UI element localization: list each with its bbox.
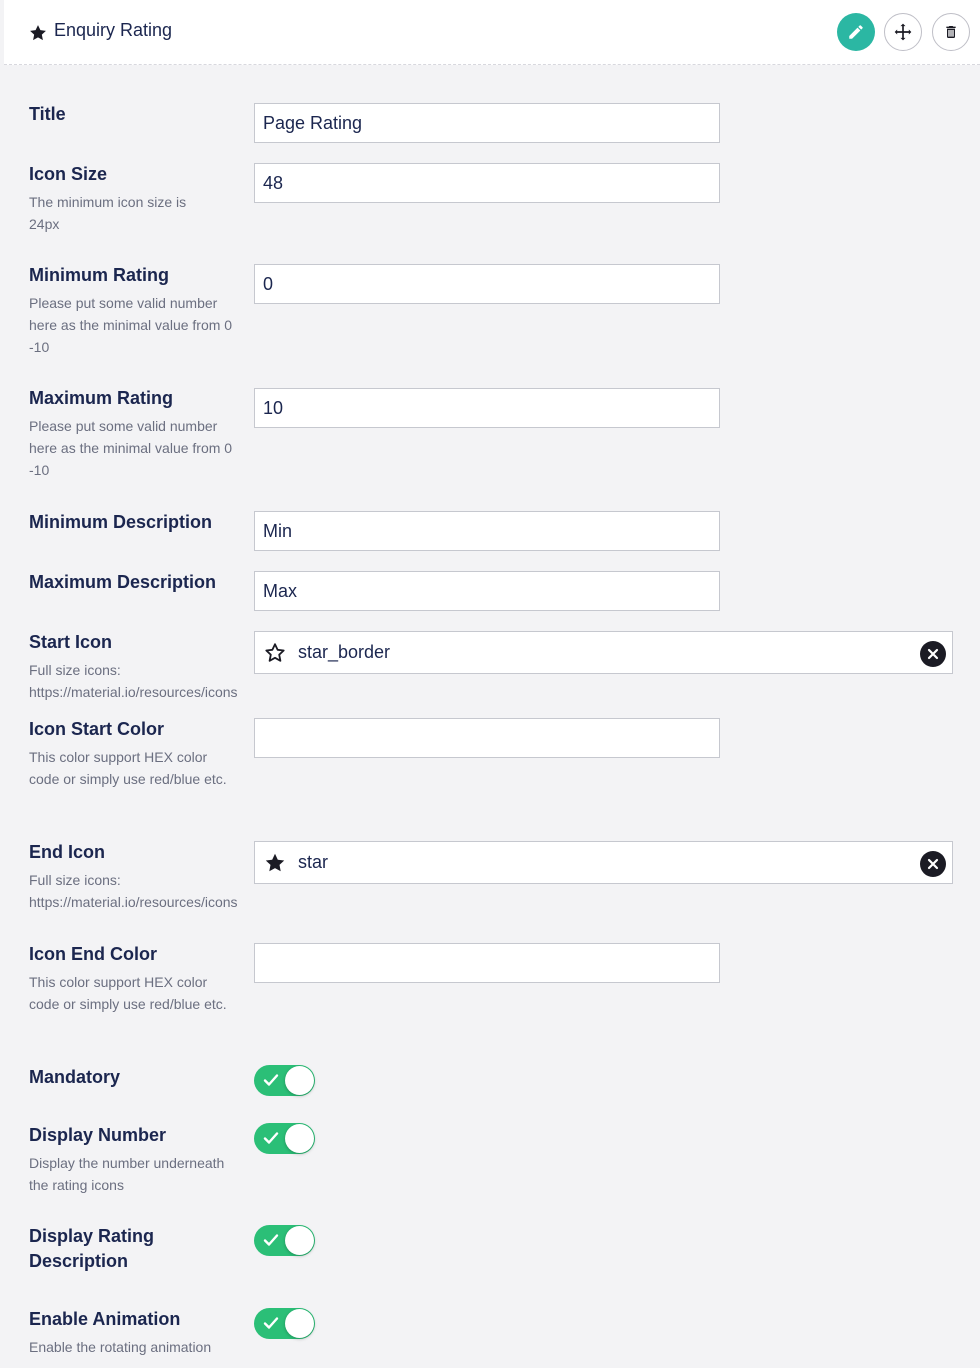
min-rating-label: Minimum Rating bbox=[29, 265, 169, 285]
delete-button[interactable] bbox=[932, 13, 970, 51]
min-rating-input[interactable]: 0 bbox=[254, 264, 720, 304]
start-color-row bbox=[29, 717, 239, 790]
max-desc-row bbox=[29, 570, 249, 595]
star-border-icon bbox=[263, 641, 287, 665]
icon-size-input[interactable]: 48 bbox=[254, 163, 720, 203]
star-icon bbox=[263, 851, 287, 875]
enable-anim-label: Enable Animation bbox=[29, 1309, 181, 1329]
title-input[interactable]: Page Rating bbox=[254, 103, 720, 143]
end-color-row bbox=[29, 942, 239, 1015]
max-desc-input[interactable]: Max bbox=[254, 571, 720, 611]
mandatory-row bbox=[29, 1065, 239, 1090]
enable-anim-toggle[interactable] bbox=[254, 1308, 315, 1339]
widget-header bbox=[4, 0, 980, 65]
start-color-input[interactable] bbox=[254, 718, 720, 758]
end-color-input[interactable] bbox=[254, 943, 720, 983]
display-desc-row bbox=[29, 1224, 189, 1274]
close-icon bbox=[927, 858, 939, 870]
end-color-help: This color support HEX color code or simply use red/blue etc. bbox=[29, 974, 227, 1012]
end-icon-value: star bbox=[298, 852, 329, 872]
display-number-help: Display the number underneath the rating icons bbox=[29, 1155, 225, 1193]
move-icon bbox=[893, 22, 913, 42]
toggle-knob bbox=[285, 1124, 314, 1153]
display-desc-toggle[interactable] bbox=[254, 1225, 315, 1256]
max-rating-label: Maximum Rating bbox=[29, 388, 174, 408]
widget-title: Enquiry Rating bbox=[54, 20, 173, 40]
mandatory-label: Mandatory bbox=[29, 1067, 121, 1087]
enable-anim-help: Enable the rotating animation bbox=[29, 1339, 212, 1355]
start-color-help: This color support HEX color code or simply use red/blue etc. bbox=[29, 749, 227, 787]
end-icon-select[interactable] bbox=[254, 841, 953, 884]
toggle-knob bbox=[285, 1066, 314, 1095]
mandatory-toggle[interactable] bbox=[254, 1065, 315, 1096]
min-desc-label: Minimum Description bbox=[29, 512, 213, 532]
end-icon-help: Full size icons: https://material.io/resources/icons bbox=[29, 872, 238, 910]
enable-anim-row bbox=[29, 1307, 244, 1358]
display-number-toggle[interactable] bbox=[254, 1123, 315, 1154]
min-rating-help: Please put some valid number here as the minimal value from 0 -10 bbox=[29, 295, 233, 355]
start-icon-label: Start Icon bbox=[29, 632, 113, 652]
move-button[interactable] bbox=[884, 13, 922, 51]
min-rating-row bbox=[29, 263, 239, 358]
title-field-row bbox=[29, 102, 239, 127]
pencil-icon bbox=[847, 23, 865, 41]
check-icon bbox=[263, 1073, 279, 1087]
end-color-label: Icon End Color bbox=[29, 944, 157, 964]
check-icon bbox=[263, 1316, 279, 1330]
max-rating-row bbox=[29, 386, 239, 481]
end-icon-label: End Icon bbox=[29, 842, 105, 862]
start-icon-value: star_border bbox=[298, 642, 391, 662]
check-icon bbox=[263, 1131, 279, 1145]
toggle-knob bbox=[285, 1226, 314, 1255]
min-desc-input[interactable]: Min bbox=[254, 511, 720, 551]
start-icon-row bbox=[29, 630, 261, 703]
max-desc-label: Maximum Description bbox=[29, 572, 217, 592]
star-icon bbox=[28, 23, 48, 43]
display-number-label: Display Number bbox=[29, 1125, 167, 1145]
display-desc-label: Display Rating Description bbox=[29, 1226, 155, 1271]
icon-size-help: The minimum icon size is 24px bbox=[29, 194, 187, 232]
clear-start-icon-button[interactable] bbox=[920, 641, 946, 667]
display-number-row bbox=[29, 1123, 239, 1196]
close-icon bbox=[927, 648, 939, 660]
end-icon-row bbox=[29, 840, 261, 913]
start-icon-help: Full size icons: https://material.io/resources/icons bbox=[29, 662, 238, 700]
max-rating-help: Please put some valid number here as the minimal value from 0 -10 bbox=[29, 418, 233, 478]
toggle-knob bbox=[285, 1309, 314, 1338]
start-color-label: Icon Start Color bbox=[29, 719, 165, 739]
check-icon bbox=[263, 1233, 279, 1247]
icon-size-label: Icon Size bbox=[29, 164, 108, 184]
icon-size-row bbox=[29, 162, 239, 235]
start-icon-select[interactable] bbox=[254, 631, 953, 674]
max-rating-input[interactable]: 10 bbox=[254, 388, 720, 428]
min-desc-row bbox=[29, 510, 249, 535]
trash-icon bbox=[943, 23, 959, 41]
clear-end-icon-button[interactable] bbox=[920, 851, 946, 877]
edit-button[interactable] bbox=[837, 13, 875, 51]
title-label: Title bbox=[29, 104, 66, 124]
